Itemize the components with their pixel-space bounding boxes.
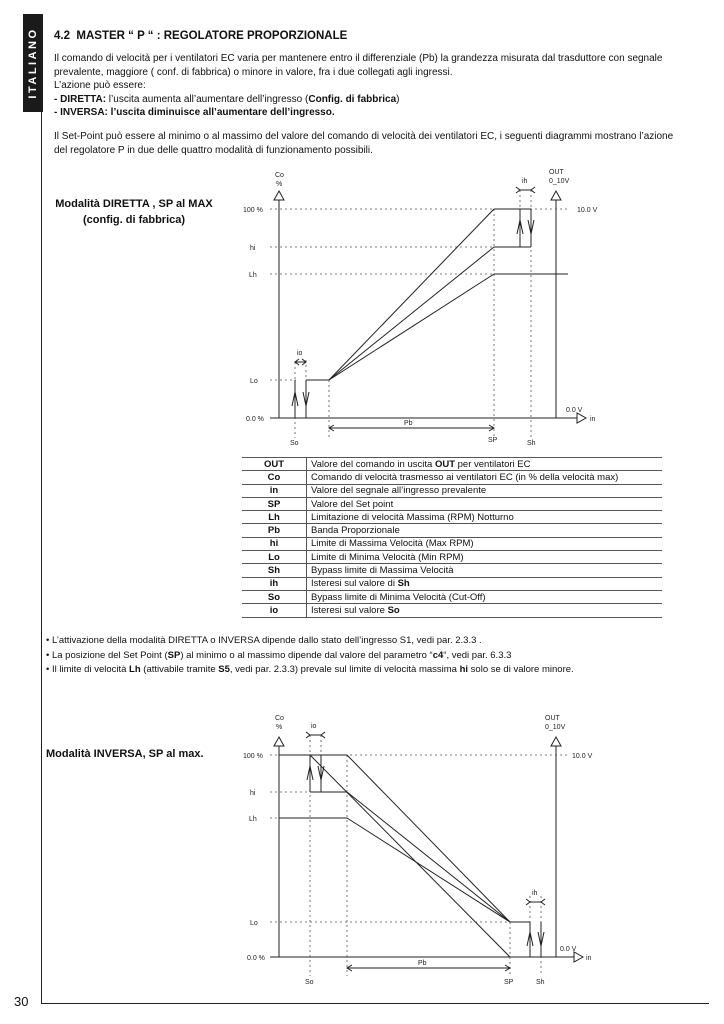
- out-range-label: 0_10V: [545, 724, 566, 731]
- legend-key: So: [242, 590, 307, 603]
- v10-label: 10.0 V: [572, 753, 593, 760]
- y100-label: 100 %: [243, 753, 263, 760]
- io-label: io: [311, 723, 317, 730]
- y100-label: 100 %: [243, 207, 263, 214]
- hi-label: hi: [250, 790, 256, 797]
- legend-text: Limite di Minima Velocità (Min RPM): [311, 551, 464, 563]
- ih-label: ih: [522, 178, 528, 185]
- note-text: (attivabile tramite: [140, 664, 219, 675]
- legend-text: per ventilatori EC: [455, 458, 531, 470]
- note-bold: c4: [432, 649, 444, 661]
- co-axis-arrow: [274, 737, 284, 746]
- diretta-text: l’uscita aumenta all’aumentare dell’ingresso (: [106, 93, 309, 105]
- hi-label: hi: [250, 245, 256, 252]
- legend-text: Limitazione di velocità Massima (RPM) Notturno: [311, 511, 514, 523]
- pb-label: Pb: [404, 420, 413, 427]
- ramp-line-cutoff: [310, 755, 510, 957]
- ih-arrowhead: [541, 899, 545, 905]
- diretta-bold: Config. di fabbrica: [308, 93, 397, 105]
- note-text: ) al minimo o al massimo dipende dal valore del parametro “: [180, 649, 433, 661]
- co-label: Co: [275, 715, 284, 722]
- legend-key: in: [242, 484, 307, 497]
- section-number: 4.2: [54, 30, 70, 42]
- page-number: 30: [14, 994, 29, 1009]
- pb-label: Pb: [418, 960, 427, 967]
- note-bold: Lh: [129, 664, 141, 675]
- sh-label: Sh: [536, 979, 545, 986]
- co-label: Co: [275, 172, 284, 179]
- v0-label: 0.0 V: [560, 946, 577, 953]
- inversa-line: - INVERSA: l’uscita diminuisce all’aumentare dell’ingresso.: [54, 107, 335, 118]
- io-arrowhead: [321, 732, 325, 738]
- legend-key: OUT: [242, 458, 307, 471]
- out-range-label: 0_10V: [549, 178, 570, 185]
- legend-text: Bypass limite di Minima Velocità (Cut-Off): [311, 591, 486, 603]
- note-text: • La posizione del Set Point (: [46, 649, 168, 661]
- ih-arrowhead: [526, 899, 530, 905]
- v10-label: 10.0 V: [577, 207, 598, 214]
- lh-label: Lh: [249, 816, 257, 823]
- note-item: • L’attivazione della modalità DIRETTA o INVERSA dipende dallo stato dell’ingresso S1, vedi par. 2.3.3 .: [46, 635, 482, 646]
- so-label: So: [305, 979, 314, 986]
- legend-text: Bypass limite di Massima Velocità: [311, 565, 454, 577]
- legend-text: Limite di Massima Velocità (Max RPM): [311, 538, 474, 550]
- legend-bold: Sh: [397, 578, 410, 590]
- note-bold: S5: [218, 664, 230, 675]
- in-label: in: [586, 955, 592, 962]
- sp-label: SP: [504, 979, 514, 986]
- sp-label: SP: [488, 437, 498, 444]
- legend-bold: So: [387, 604, 400, 616]
- diretta-end: ): [396, 93, 400, 105]
- legend-text: Valore del comando in uscita: [311, 458, 435, 470]
- in-axis-arrow: [574, 952, 583, 962]
- note-text: • Il limite di velocità: [46, 664, 130, 675]
- intro-line: L’azione può essere:: [54, 80, 146, 91]
- y0-label: 0.0 %: [247, 955, 265, 962]
- in-label: in: [590, 416, 596, 423]
- legend-text: Valore del segnale all’ingresso prevalente: [311, 485, 487, 497]
- ramp-line-lh: [347, 818, 510, 922]
- legend-text: Valore del Set point: [311, 498, 394, 510]
- legend-bold: OUT: [434, 458, 455, 470]
- ramp-line-hi: [347, 792, 510, 922]
- ih-label: ih: [532, 890, 538, 897]
- intro-line: prevalente, maggiore ( conf. di fabbrica) o minore in valore, fra i due collegati agli ingressi.: [54, 66, 453, 78]
- setpoint-line: Il Set-Point può essere al minimo o al massimo del valore del comando di velocità dei ventilatori EC, i seguenti diagrammi mostrano l’azione: [54, 131, 674, 142]
- so-label: So: [290, 440, 299, 447]
- setpoint-line: del regolatore P in due delle quattro modalità di funzionamento possibili.: [54, 144, 373, 156]
- chart2-title: Modalità INVERSA, SP al max.: [46, 748, 204, 760]
- y0-label: 0.0 %: [246, 416, 264, 423]
- legend-key: Lh: [242, 511, 307, 524]
- lo-label: Lo: [250, 920, 258, 927]
- co-unit-label: %: [276, 181, 283, 188]
- legend-key: ih: [242, 577, 307, 590]
- legend-key: Pb: [242, 524, 307, 537]
- legend-key: io: [242, 604, 307, 617]
- legend-key: Sh: [242, 564, 307, 577]
- chart1-title-line: Modalità DIRETTA , SP al MAX: [55, 198, 213, 210]
- co-unit-label: %: [276, 724, 283, 731]
- chart1-title-line: (config. di fabbrica): [82, 214, 186, 226]
- legend-key: SP: [242, 497, 307, 510]
- out-axis-arrow: [551, 737, 561, 746]
- intro-line: Il comando di velocità per i ventilatori EC varia per mantenere entro il differenziale (Pb) la grandezza misurata dal trasduttore con segnale: [54, 53, 663, 64]
- legend-key: Co: [242, 471, 307, 484]
- note-bold: hi: [459, 664, 469, 675]
- diretta-key: - DIRETTA:: [54, 93, 107, 105]
- language-label: ITALIANO: [27, 27, 39, 99]
- ramp-line-100: [347, 755, 510, 922]
- legend-text: Banda Proporzionale: [311, 525, 400, 537]
- note-bold: SP: [167, 649, 181, 661]
- section-title-text: MASTER “ P “ : REGOLATORE PROPORZIONALE: [76, 30, 348, 42]
- legend-text: Isteresi sul valore di: [311, 578, 398, 590]
- out-label: OUT: [549, 169, 564, 176]
- io-label: io: [297, 350, 303, 357]
- out-label: OUT: [545, 715, 560, 722]
- note-text: , vedi par. 2.3.3) prevale sul limite di velocità massima: [229, 664, 460, 675]
- lo-label: Lo: [250, 378, 258, 385]
- legend-text: Comando di velocità trasmesso ai ventilatori EC (in % della velocità max): [311, 471, 619, 483]
- sh-label: Sh: [527, 440, 536, 447]
- legend-key: hi: [242, 537, 307, 550]
- note-text: “, vedi par. 6.3.3: [443, 649, 512, 661]
- note-text: solo se di valore minore.: [468, 664, 574, 675]
- lh-label: Lh: [249, 272, 257, 279]
- legend-key: Lo: [242, 551, 307, 564]
- io-arrowhead: [306, 732, 310, 738]
- v0-label: 0.0 V: [566, 407, 583, 414]
- legend-text: Isteresi sul valore: [311, 604, 388, 616]
